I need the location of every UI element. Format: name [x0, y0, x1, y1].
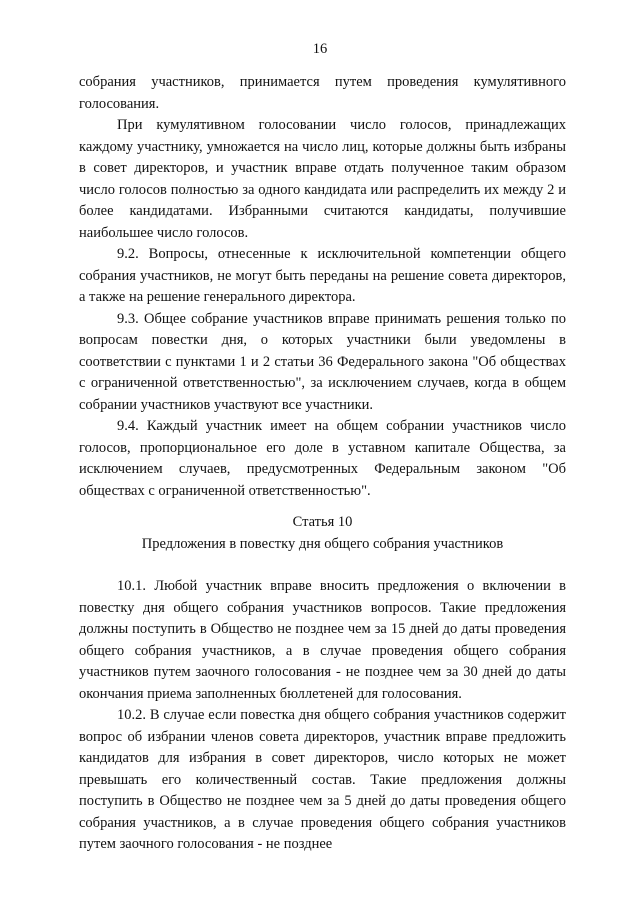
paragraph-10-1: 10.1. Любой участник вправе вносить предложения о включении в повестку дня общего собрания участников вопросов. Такие предложения должны поступить в Общество не позднее чем за 15 дней до даты проведения общего собрания участников, а в случае проведения общего собрания участников путем заочного голосования - не позднее чем за 30 дней до даты окончания приема заполненных бюллетеней для голосования.	[79, 578, 566, 702]
article-heading	[79, 512, 566, 555]
paragraph-9-2: 9.2. Вопросы, отнесенные к исключительной компетенции общего собрания участников, не могут быть переданы на решение совета директоров, а также на решение генерального директора.	[79, 246, 566, 305]
paragraph-continuation: собрания участников, принимается путем проведения кумулятивного голосования.	[79, 74, 566, 112]
document-body	[79, 72, 566, 856]
paragraph-9-4: 9.4. Каждый участник имеет на общем собрании участников число голосов, пропорциональное его доле в уставном капитале Общества, за исключением случаев, предусмотренных Федеральным законом "Об обществах с ограниченной ответственностью".	[79, 418, 566, 499]
paragraph-10-2: 10.2. В случае если повестка дня общего собрания участников содержит вопрос об избрании членов совета директоров, участник вправе предложить кандидатов для избрания в совет директоров, число которых не может превышать его количественный состав. Такие предложения должны поступить в Общество не позднее чем за 5 дней до даты проведения общего собрания участников, а в случае проведения общего собрания участников путем заочного голосования - не позднее	[79, 707, 566, 852]
page-number: 16	[312, 41, 328, 57]
paragraph-9-3: 9.3. Общее собрание участников вправе принимать решения только по вопросам повестки дня, о которых участники были уведомлены в соответствии с пунктами 1 и 2 статьи 36 Федерального закона "Об обществах с ограниченной ответственностью", за исключением случаев, когда в общем собрании участников участвуют все участники.	[79, 310, 566, 413]
article-title: Предложения в повестку дня общего собрания участников	[141, 535, 504, 552]
paragraph-cumulative-voting: При кумулятивном голосовании число голосов, принадлежащих каждому участнику, умножается на число лиц, которые должны быть избраны в совет директоров, и участник вправе отдать полученное таким образом число голосов полностью за одного кандидата или распределить их между 2 и более кандидатами. Избранными считаются кандидаты, получившие наибольшее число голосов.	[79, 117, 566, 241]
article-number: Статья 10	[292, 514, 353, 530]
